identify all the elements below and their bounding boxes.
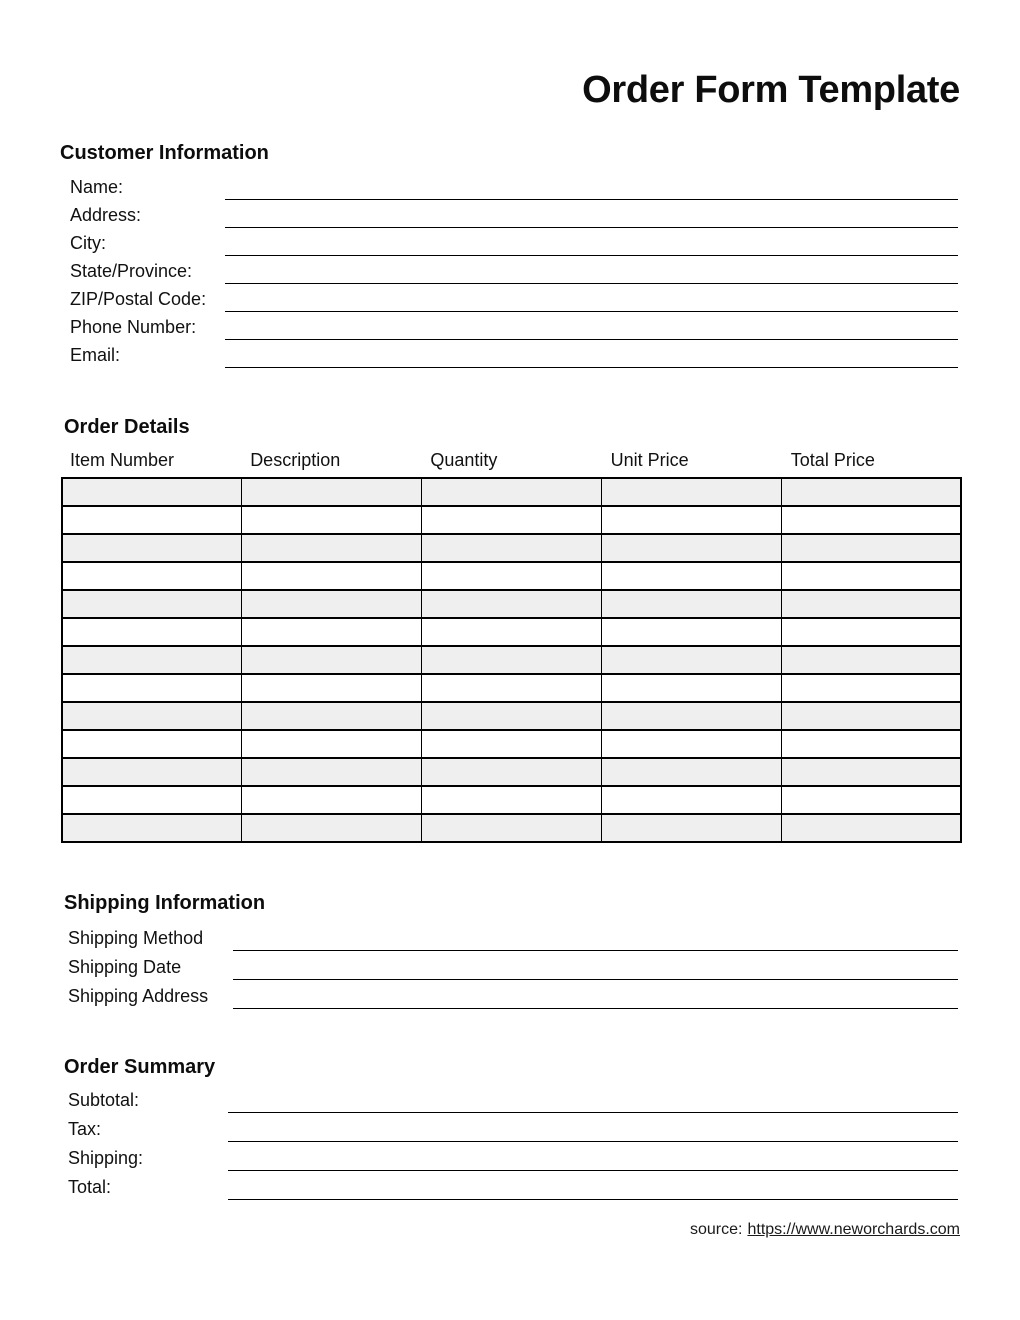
order-table-cell[interactable]: [601, 646, 781, 674]
order-table-row: [62, 506, 961, 534]
order-table-row: [62, 758, 961, 786]
field-row: [68, 980, 958, 1009]
order-table-row: [62, 814, 961, 842]
field-label: Tax:: [68, 1119, 102, 1139]
order-table-cell[interactable]: [422, 562, 602, 590]
field-row: [68, 1084, 958, 1113]
field-label: Shipping:: [68, 1148, 144, 1168]
order-table-cell[interactable]: [601, 758, 781, 786]
blank-input-line[interactable]: [225, 256, 958, 284]
order-table-cell[interactable]: [422, 590, 602, 618]
column-header: Description: [250, 450, 341, 470]
order-table-cell[interactable]: [62, 758, 242, 786]
order-details-table: [61, 477, 962, 843]
order-table-cell[interactable]: [422, 730, 602, 758]
order-table-cell[interactable]: [242, 702, 422, 730]
blank-input-line[interactable]: [233, 980, 958, 1009]
order-table-cell[interactable]: [242, 674, 422, 702]
order-table-cell[interactable]: [242, 618, 422, 646]
blank-input-line[interactable]: [233, 951, 958, 980]
order-table-cell[interactable]: [601, 478, 781, 506]
field-label: Shipping Address: [68, 986, 209, 1006]
field-label: Subtotal:: [68, 1090, 140, 1110]
order-table-row: [62, 786, 961, 814]
order-table-cell[interactable]: [62, 534, 242, 562]
order-table-cell[interactable]: [422, 674, 602, 702]
order-table-cell[interactable]: [781, 506, 961, 534]
order-table-cell[interactable]: [422, 478, 602, 506]
blank-input-line[interactable]: [228, 1171, 958, 1200]
order-table-cell[interactable]: [422, 814, 602, 842]
field-label: Address:: [70, 205, 142, 225]
blank-input-line[interactable]: [225, 284, 958, 312]
order-table-cell[interactable]: [242, 562, 422, 590]
shipping-information-heading: Shipping Information: [64, 892, 266, 914]
order-table-cell[interactable]: [781, 562, 961, 590]
field-label: City:: [70, 233, 106, 253]
order-table-cell[interactable]: [601, 786, 781, 814]
order-table-row: [62, 590, 961, 618]
order-table-cell[interactable]: [422, 534, 602, 562]
order-table-body: [62, 478, 961, 842]
order-table-row: [62, 618, 961, 646]
order-table-row: [62, 562, 961, 590]
field-label: Total:: [68, 1177, 112, 1197]
blank-input-line[interactable]: [225, 172, 958, 200]
order-table-cell[interactable]: [601, 702, 781, 730]
order-table-cell[interactable]: [422, 618, 602, 646]
order-details-heading: Order Details: [64, 416, 190, 438]
order-table-row: [62, 478, 961, 506]
order-table-row: [62, 674, 961, 702]
order-table-cell[interactable]: [781, 534, 961, 562]
field-label: Shipping Date: [68, 957, 182, 977]
field-row: [68, 922, 958, 951]
field-label: Shipping Method: [68, 928, 204, 948]
source-link[interactable]: https://www.neworchards.com: [747, 1221, 960, 1238]
blank-input-line[interactable]: [225, 340, 958, 368]
order-table-cell[interactable]: [242, 478, 422, 506]
shipping-information-fields: [68, 922, 958, 1009]
order-table-cell[interactable]: [242, 646, 422, 674]
order-table-cell[interactable]: [242, 534, 422, 562]
order-table-cell[interactable]: [62, 814, 242, 842]
order-table-row: [62, 534, 961, 562]
field-label: Phone Number:: [70, 317, 197, 337]
order-table-cell[interactable]: [422, 786, 602, 814]
field-row: [68, 951, 958, 980]
order-table-cell[interactable]: [601, 618, 781, 646]
customer-information-fields: [70, 172, 958, 368]
order-table-cell[interactable]: [62, 674, 242, 702]
order-table-cell[interactable]: [242, 730, 422, 758]
column-header: Quantity: [430, 450, 498, 470]
order-table-cell[interactable]: [601, 534, 781, 562]
order-table-cell[interactable]: [422, 646, 602, 674]
order-table-row: [62, 730, 961, 758]
order-table-cell[interactable]: [62, 702, 242, 730]
order-table-cell[interactable]: [781, 646, 961, 674]
field-row: [70, 256, 958, 284]
column-header: Unit Price: [610, 450, 689, 470]
field-label: Email:: [70, 345, 121, 365]
order-table-cell[interactable]: [601, 730, 781, 758]
order-summary-fields: [68, 1084, 958, 1200]
order-table-cell[interactable]: [62, 730, 242, 758]
order-table-cell[interactable]: [62, 506, 242, 534]
column-header: Item Number: [70, 450, 175, 470]
order-table-cell[interactable]: [422, 506, 602, 534]
field-row: [68, 1113, 958, 1142]
blank-input-line[interactable]: [228, 1142, 958, 1171]
order-table-row: [62, 702, 961, 730]
field-label: Name:: [70, 177, 124, 197]
order-table-cell[interactable]: [781, 702, 961, 730]
column-header: Total Price: [790, 450, 875, 470]
order-table-cell[interactable]: [62, 562, 242, 590]
order-table-cell[interactable]: [781, 590, 961, 618]
field-label: State/Province:: [70, 261, 193, 281]
blank-input-line[interactable]: [228, 1113, 958, 1142]
field-row: [70, 200, 958, 228]
field-row: [70, 228, 958, 256]
field-row: [70, 284, 958, 312]
order-table-cell[interactable]: [781, 814, 961, 842]
blank-input-line[interactable]: [228, 1084, 958, 1113]
field-row: [68, 1171, 958, 1200]
order-table-cell[interactable]: [601, 590, 781, 618]
order-table-cell[interactable]: [422, 758, 602, 786]
field-row: [70, 340, 958, 368]
source-footer: [0, 1220, 1020, 1240]
order-table-cell[interactable]: [62, 646, 242, 674]
order-table-cell[interactable]: [242, 758, 422, 786]
field-label: ZIP/Postal Code:: [70, 289, 207, 309]
order-table-cell[interactable]: [62, 786, 242, 814]
blank-input-line[interactable]: [225, 228, 958, 256]
field-row: [70, 312, 958, 340]
order-table-cell[interactable]: [781, 618, 961, 646]
field-row: [68, 1142, 958, 1171]
order-table-cell[interactable]: [242, 506, 422, 534]
order-table-cell[interactable]: [601, 814, 781, 842]
order-table-cell[interactable]: [601, 506, 781, 534]
order-table-cell[interactable]: [781, 758, 961, 786]
page-title: Order Form Template: [582, 69, 960, 111]
source-label: source:: [690, 1221, 743, 1238]
order-table-cell[interactable]: [781, 674, 961, 702]
customer-information-heading: Customer Information: [60, 142, 269, 164]
order-table-cell[interactable]: [781, 730, 961, 758]
order-table-cell[interactable]: [62, 618, 242, 646]
order-table-cell[interactable]: [781, 478, 961, 506]
order-table-row: [62, 646, 961, 674]
order-table-cell[interactable]: [242, 814, 422, 842]
order-table-cell[interactable]: [62, 590, 242, 618]
order-table-cell[interactable]: [601, 562, 781, 590]
order-table-cell[interactable]: [62, 478, 242, 506]
order-table-column-headers: [61, 449, 962, 477]
blank-input-line[interactable]: [233, 922, 958, 951]
blank-input-line[interactable]: [225, 312, 958, 340]
order-table-cell[interactable]: [601, 674, 781, 702]
order-summary-heading: Order Summary: [64, 1056, 216, 1078]
order-table-cell[interactable]: [422, 702, 602, 730]
field-row: [70, 172, 958, 200]
order-table-cell[interactable]: [242, 786, 422, 814]
blank-input-line[interactable]: [225, 200, 958, 228]
order-table-cell[interactable]: [242, 590, 422, 618]
order-table-cell[interactable]: [781, 786, 961, 814]
